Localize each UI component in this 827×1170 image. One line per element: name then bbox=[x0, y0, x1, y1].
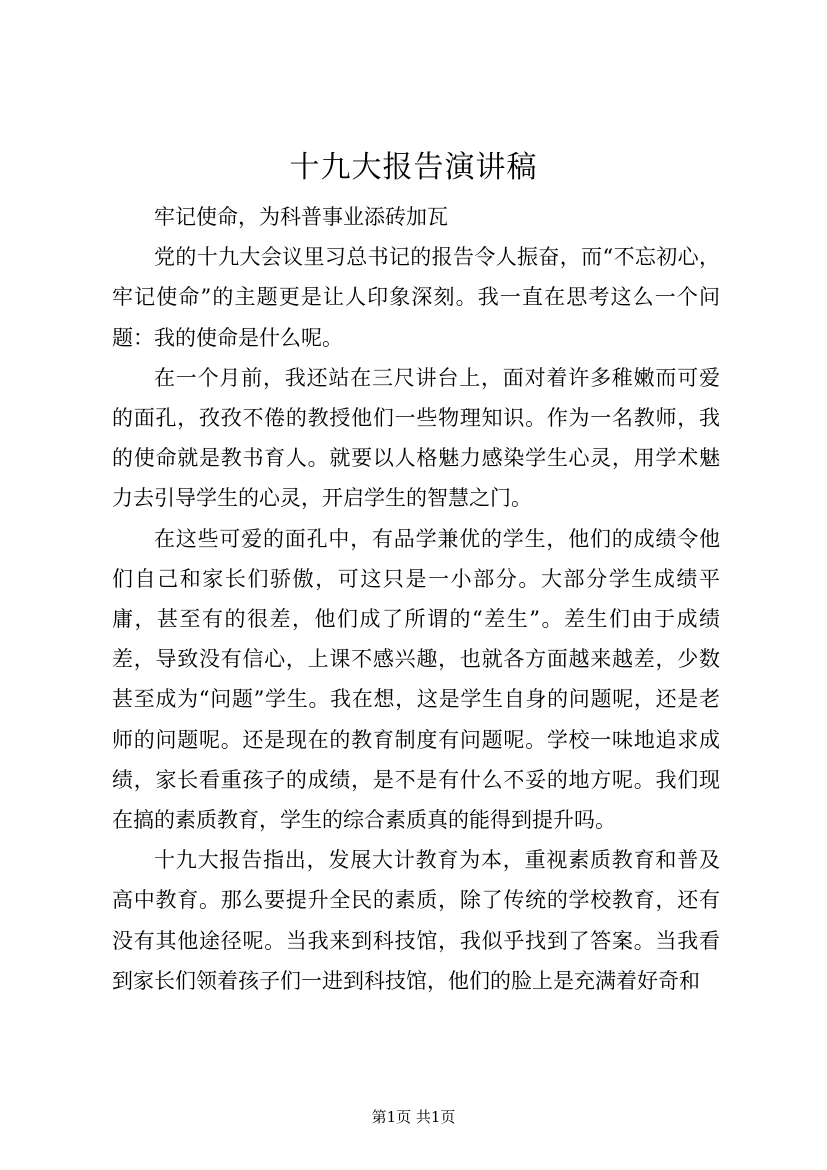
body-paragraph: 在一个月前，我还站在三尺讲台上，面对着许多稚嫩而可爱的面孔，孜孜不倦的教授他们一些物理知识。作为一名教师，我的使命就是教书育人。就要以人格魅力感染学生心灵，用学术魅力去引导学生的心灵，开启学生的智慧之门。 bbox=[112, 365, 720, 511]
document-body bbox=[112, 197, 720, 1001]
body-paragraph: 十九大报告指出，发展大计教育为本，重视素质教育和普及高中教育。那么要提升全民的素质，除了传统的学校教育，还有没有其他途径呢。当我来到科技馆，我似乎找到了答案。当我看到家长们领着孩子们一进到科技馆，他们的脸上是充满着好奇和 bbox=[112, 848, 720, 993]
subtitle-paragraph: 牢记使命，为科普事业添砖加瓦 bbox=[154, 205, 448, 229]
body-paragraph: 在这些可爱的面孔中，有品学兼优的学生，他们的成绩令他们自己和家长们骄傲，可这只是一小部分。大部分学生成绩平庸，甚至有的很差，他们成了所谓的“差生”。差生们由于成绩差，导致没有信心，上课不感兴趣，也就各方面越来越差，少数甚至成为“问题”学生。我在想，这是学生自身的问题呢，还是老师的问题呢。还是现在的教育制度有问题呢。学校一味地追求成绩，家长看重孩子的成绩，是不是有什么不妥的地方呢。我们现在搞的素质教育，学生的综合素质真的能得到提升吗。 bbox=[112, 526, 720, 833]
document-title: 十九大报告演讲稿 bbox=[289, 150, 538, 185]
page-footer: 第1页 共1页 bbox=[371, 1108, 456, 1126]
body-paragraph: 党的十九大会议里习总书记的报告令人振奋，而“不忘初心，牢记使命”的主题更是让人印象深刻。我一直在思考这么一个问题：我的使命是什么呢。 bbox=[112, 245, 720, 350]
